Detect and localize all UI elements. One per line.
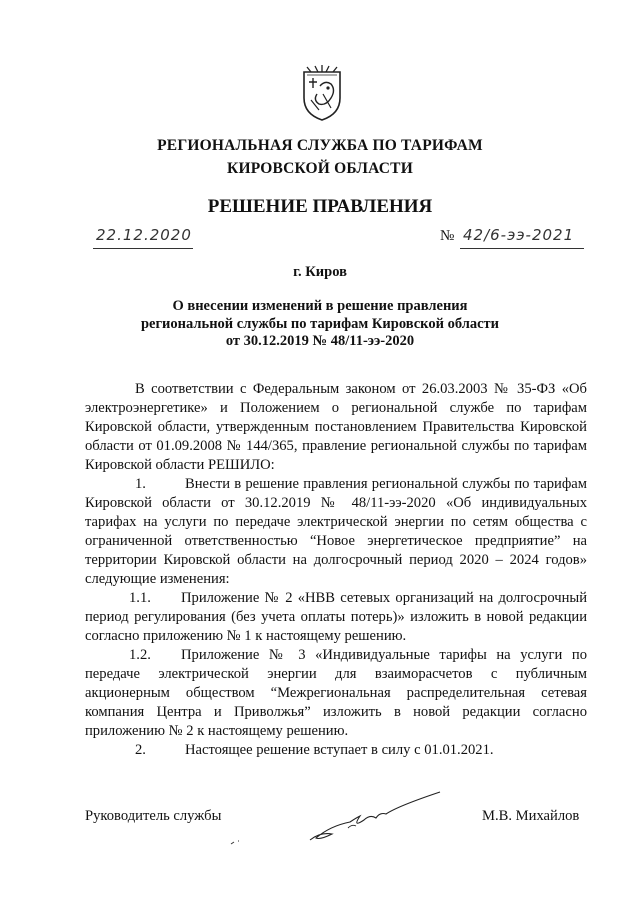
subject-line1: О внесении изменений в решение правления [172,298,468,314]
decision-body [85,380,587,760]
paragraph-1-text: Внести в решение правления региональной службы по тарифам Кировской области от 30.12.2019 № 48/11-ээ-2020 «Об индивидуальных тарифах на услуги по передаче электрической энергии по сетям общества с ограниченной ответственностью “Новое энергетическое предприятие” на территории Кировской области на долгосрочный период 2020 – 2024 годов» следующие изменения: [85,476,587,587]
paragraph-1-number: 1. [135,476,146,492]
paragraph-2 [85,741,587,760]
organization-name-line1: РЕГИОНАЛЬНАЯ СЛУЖБА ПО ТАРИФАМ [157,137,483,154]
paragraph-1-2-text: Приложение № 3 «Индивидуальные тарифы на услуги по передаче электрической энергии для взаиморасчетов с публичным акционерным обществом “Межрегиональная распределительная сетевая компания Центра и Приволжья” изложить в новой редакции согласно приложению № 2 к настоящему решению. [85,647,587,739]
paragraph-1-2-number: 1.2. [129,647,151,663]
paragraph-1-1-text: Приложение № 2 «НВВ сетевых организаций на долгосрочный период регулирования (без учета оплаты потерь)» изложить в новой редакции согласно приложению № 1 к настоящему решению. [85,590,587,644]
decision-title: РЕШЕНИЕ ПРАВЛЕНИЯ [207,196,433,217]
intro-paragraph: В соответствии с Федеральным законом от 26.03.2003 № 35-ФЗ «Об электроэнергетике» и Положением о региональной службе по тарифам Кировской области, утвержденным постановлением Правительства Кировской области от 01.09.2008 № 144/365, правление региональной службы по тарифам Кировской области РЕШИЛО: [85,381,587,473]
paragraph-1-1 [85,589,587,646]
decision-date: 22.12.2020 [96,226,192,244]
number-label: № [440,228,455,244]
city: г. Киров [293,264,347,280]
ink-mark [230,838,242,846]
subject-line2: региональной службы по тарифам Кировской области [140,315,500,332]
paragraph-2-number: 2. [135,742,146,758]
paragraph-1-1-number: 1.1. [129,590,151,606]
paragraph-1 [85,475,587,589]
signatory-position: Руководитель службы [85,808,222,824]
handwritten-signature [290,788,445,850]
subject-line3: от 30.12.2019 № 48/11-ээ-2020 [225,333,415,349]
signatory-name: М.В. Михайлов [482,808,580,824]
paragraph-2-text: Настоящее решение вступает в силу с 01.01.2021. [185,742,494,758]
organization-name-line2: КИРОВСКОЙ ОБЛАСТИ [227,160,413,177]
paragraph-1-2 [85,646,587,741]
coat-of-arms-icon [301,64,343,122]
decision-number: 42/6-ээ-2021 [463,226,575,244]
decision-subject [0,298,640,351]
